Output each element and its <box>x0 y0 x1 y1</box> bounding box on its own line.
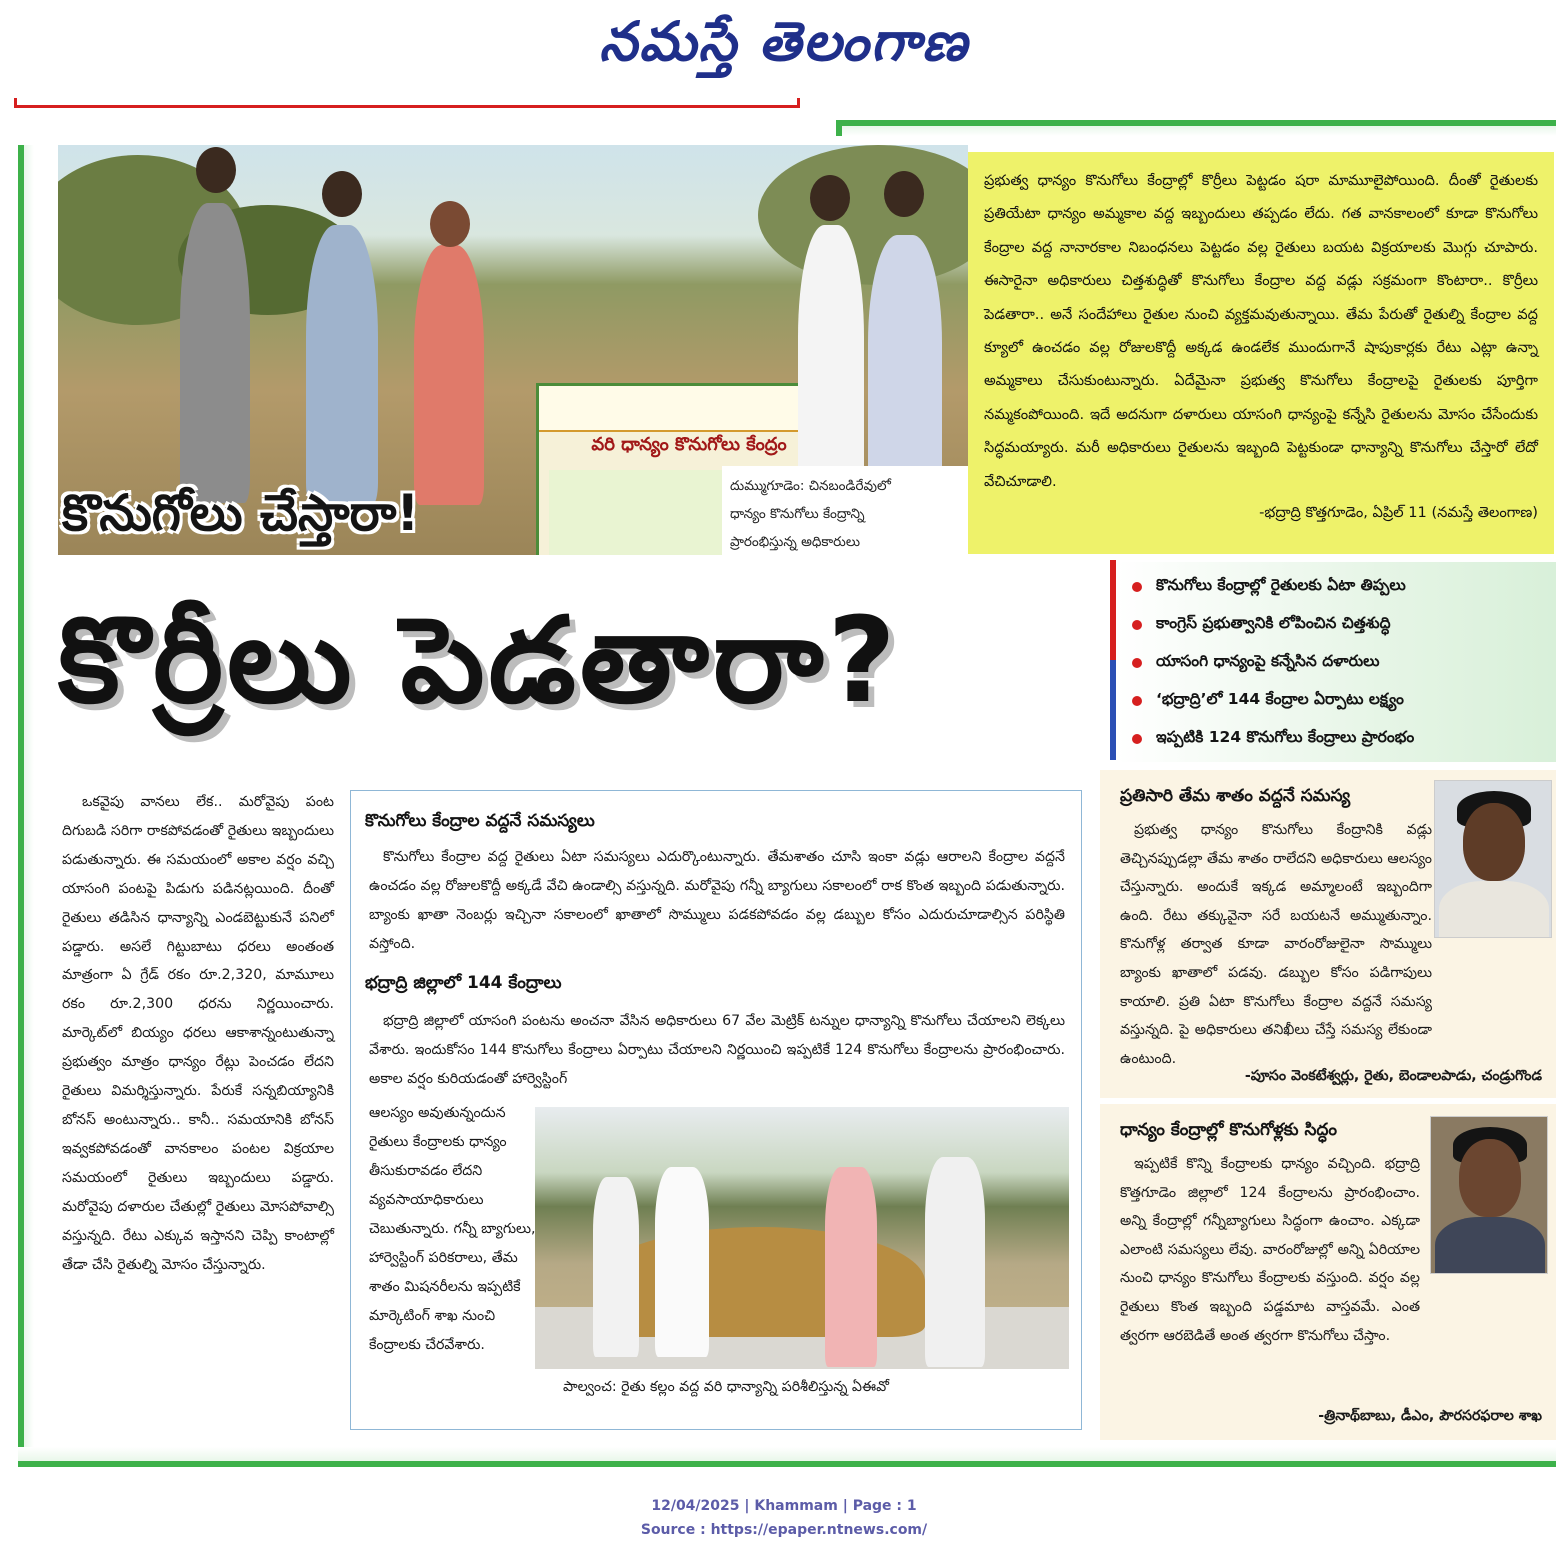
bullet-dot-icon <box>1132 734 1142 744</box>
middle-photo-caption: పాల్వంచ: రైతు కల్లం వద్ద వరి ధాన్యాన్ని పరిశీలిస్తున్న ఏఈవో <box>563 1379 889 1395</box>
quote-box-farmer <box>1100 770 1556 1098</box>
bullet-dot-icon <box>1132 696 1142 706</box>
highlight-item <box>1132 568 1556 606</box>
frame-green-rule-left <box>18 145 34 1465</box>
dateline: -భద్రాద్రి కొత్తగూడెం, ఏప్రిల్ 11 (నమస్తే తెలంగాణ) <box>1259 504 1538 522</box>
masthead <box>0 0 1568 90</box>
highlight-item <box>1132 644 1556 682</box>
highlight-text: ఇప్పటికి 124 కొనుగోలు కేంద్రాలు ప్రారంభం <box>1156 728 1415 746</box>
quote-body: ఇప్పటికే కొన్ని కేంద్రాలకు ధాన్యం వచ్చింది. భద్రాద్రి కొత్తగూడెం జిల్లాలో 124 కేంద్రాలను ప్రారంభించాం. అన్ని కేంద్రాల్లో గన్నీబ్యాగులు సిద్ధంగా ఉంచాం. ఎక్కడా ఎలాంటి సమస్యలు లేవు. వారంరోజుల్లో అన్ని ఏరియాల నుంచి ధాన్యం కొనుగోలు కేంద్రాలకు వస్తుంది. వర్షం వల్ల రైతులు కొంత ఇబ్బంది పడ్డమాట వాస్తవమే. ఎంత త్వరగా ఆరబెడితే అంత త్వరగా కొనుగోలు చేస్తాం. <box>1120 1156 1420 1344</box>
middle-para-1: కొనుగోలు కేంద్రాల వద్ద రైతులు ఏటా సమస్యలు ఎదుర్కొంటున్నారు. తేమశాతం చూసి ఇంకా వడ్లు ఆరాలని కేంద్రాల వద్దనే ఉంచడం వల్ల రోజులకొద్దీ అక్కడే వేచి ఉండాల్సి వస్తున్నది. మరోవైపు గన్నీ బ్యాగులు సకాలంలో రాక కొంత ఇబ్బంది పడుతున్నారు. బ్యాంకు ఖాతా నెంబర్లు ఇచ్చినా సకాలంలో ఖాతాలో సొమ్ములు పడకపోవడం వల్ల డబ్బుల కోసం ఎదురుచూడాల్సిన పరిస్థితి వస్తోంది. <box>369 849 1065 952</box>
kicker-wrap <box>62 478 602 550</box>
quote-heading: ధాన్యం కేంద్రాల్లో కొనుగోళ్లకు సిద్ధం <box>1120 1120 1338 1140</box>
left-body-text: ఒకవైపు వానలు లేక.. మరోవైపు పంట దిగుబడి సరిగా రాకపోవడంతో రైతులు ఇబ్బందులు పడుతున్నారు. ఈ సమయంలో అకాల వర్షం వచ్చి యాసంగి పంటపై పిడుగు పడినట్లయింది. దీంతో రైతులు తడిసిన ధాన్యాన్ని ఎండబెట్టుకునే పనిలో పడ్డారు. అసలే గిట్టుబాటు ధరలు అంతంత మాత్రంగా ఏ గ్రేడ్ రకం రూ.2,320, మామూలు రకం రూ.2,300 ధరను నిర్ణయించారు. మార్కెట్‌లో బియ్యం ధరలు ఆకాశాన్నంటుతున్నా ప్రభుత్వం మాత్రం ధాన్యం రేట్లు పెంచడం లేదని రైతులు విమర్శిస్తున్నారు. పేరుకే సన్నబియ్యానికి బోనస్ అంటున్నారు.. కానీ.. సమయానికి బోనస్ ఇవ్వకపోవడంతో వానకాలం పంటల విక్రయాల సమయంలో రైతులు ఇబ్బందులు పడ్డారు. మరోవైపు దళారుల చేతుల్లో రైతులు మోసపోవాల్సి వస్తున్నది. రేటు ఎక్కువ ఇస్తానని చెప్పి కాంటాల్లో తేడా చేసి రైతుల్ని మోసం చేస్తున్నారు. <box>62 794 334 1273</box>
photo-banner-title: వరి ధాన్యం కొనుగోలు కేంద్రం <box>591 434 787 455</box>
quote-signature: -పూసం వెంకటేశ్వర్లు, రైతు, బెండాలపాడు, చండ్రుగొండ <box>1244 1068 1542 1084</box>
farmer-portrait <box>1434 780 1552 938</box>
middle-para-2: భద్రాద్రి జిల్లాలో యాసంగి పంటను అంచనా వేసిన అధికారులు 67 వేల మెట్రిక్ టన్నుల ధాన్యాన్ని కొనుగోలు చేయాలని లెక్కలు వేశారు. ఇందుకోసం 144 కొనుగోలు కేంద్రాలు ఏర్పాటు చేయాలని నిర్ణయించి ఇప్పటికే 124 కొనుగోలు కేంద్రాలను ప్రారంభించారు. అకాల వర్షం కురియడంతో హార్వెస్టింగ్ <box>369 1013 1065 1087</box>
highlights-bar <box>1110 560 1116 760</box>
page-footer <box>0 1494 1568 1542</box>
subheading-problems: కొనుగోలు కేంద్రాల వద్దనే సమస్యలు <box>365 811 595 831</box>
quote-signature: -త్రినాథ్‌బాబు, డీఎం, పౌరసరఫరాల శాఖ <box>1318 1408 1542 1424</box>
highlight-item <box>1132 682 1556 720</box>
main-headline: కొర్రీలు పెడతారా? <box>58 591 900 729</box>
highlight-text: కాంగ్రెస్ ప్రభుత్వానికి లోపించిన చిత్తశుద్ధి <box>1156 614 1391 632</box>
frame-green-rule-bottom <box>18 1447 1556 1467</box>
intro-box <box>968 152 1554 554</box>
caption-line: దుమ్ముగూడెం: చినబండిరేవులో <box>730 478 891 494</box>
masthead-red-rule <box>14 98 800 108</box>
bullet-dot-icon <box>1132 582 1142 592</box>
caption-line: ప్రారంభిస్తున్న అధికారులు <box>730 534 861 550</box>
highlights-list <box>1118 562 1556 762</box>
middle-para-3: ఆలస్యం అవుతున్నందున రైతులు కేంద్రాలకు ధాన్యం తీసుకురావడం లేదని వ్యవసాయాధికారులు చెబుతున్నారు. గన్నీ బ్యాగులు, హార్వెస్టింగ్ పరికరాలు, తేమ శాతం మిషనరీలను ఇప్పటికే మార్కెటింగ్ శాఖ నుంచి కేంద్రాలకు చేరవేశారు. <box>369 1105 536 1353</box>
bullet-dot-icon <box>1132 620 1142 630</box>
middle-photo <box>535 1107 1069 1369</box>
top-photo-caption <box>722 466 968 556</box>
subheading-centres: భద్రాద్రి జిల్లాలో 144 కేంద్రాలు <box>365 973 562 993</box>
caption-line: ధాన్యం కొనుగోలు కేంద్రాన్ని <box>730 506 865 522</box>
highlight-item <box>1132 606 1556 644</box>
quote-box-official <box>1100 1104 1556 1440</box>
frame-green-rule-top <box>836 120 1556 136</box>
quote-heading: ప్రతిసారి తేమ శాతం వద్దనే సమస్య <box>1120 786 1351 806</box>
footer-edition: 12/04/2025 | Khammam | Page : 1 <box>651 1498 917 1514</box>
kicker-headline: కొనుగోలు చేస్తారా! <box>62 484 420 542</box>
newspaper-logo: నమస్తే తెలంగాణ <box>599 10 969 73</box>
middle-story-box <box>350 790 1082 1430</box>
official-portrait <box>1430 1116 1548 1274</box>
left-body-column <box>62 788 334 1438</box>
bullet-dot-icon <box>1132 658 1142 668</box>
highlight-text: ‘భద్రాద్రి’లో 144 కేంద్రాల ఏర్పాటు లక్ష్యం <box>1156 690 1404 708</box>
footer-source: Source : https://epaper.ntnews.com/ <box>640 1522 928 1538</box>
intro-text: ప్రభుత్వ ధాన్యం కొనుగోలు కేంద్రాల్లో కొర్రీలు పెట్టడం షరా మామూలైపోయింది. దీంతో రైతులకు ప్రతియేటా ధాన్యం అమ్మకాల వద్ద ఇబ్బందులు తప్పడం లేదు. గత వానకాలంలో కూడా కొనుగోలు కేంద్రాల వద్ద నానారకాల నిబంధనలు పెట్టడం వల్ల రైతులు బయట విక్రయాలకు మొగ్గు చూపారు. ఈసారైనా అధికారులు చిత్తశుద్ధితో కొనుగోలు కేంద్రాల వద్ద వడ్లు సక్రమంగా కొంటారా.. కొర్రీలు పెడతారా.. అనే సందేహాలు రైతుల నుంచి వ్యక్తమవుతున్నాయి. తేమ పేరుతో రైతుల్ని కేంద్రాల వద్ద క్యూలో ఉంచడం వల్ల రోజులకొద్దీ అక్కడ ఉండలేక ముందుగానే షాపుకార్లకు రేటు ఎట్లా ఉన్నా అమ్మకాలు చేసుకుంటున్నారు. ఏదేమైనా ప్రభుత్వ కొనుగోలు కేంద్రాలపై రైతులకు పూర్తిగా నమ్మకంపోయింది. ఇదే అదనుగా దళారులు యాసంగి ధాన్యంపై కన్నేసి రైతులను మోసం చేసేందుకు సిద్ధమయ్యారు. మరీ అధికారులు రైతులను ఇబ్బంది పెట్టకుండా ధాన్యాన్ని కొనుగోలు చేస్తారో లేదో వేచిచూడాలి. <box>984 172 1538 490</box>
highlight-text: యాసంగి ధాన్యంపై కన్నేసిన దళారులు <box>1156 652 1380 670</box>
highlight-item <box>1132 720 1556 758</box>
highlight-text: కొనుగోలు కేంద్రాల్లో రైతులకు ఏటా తిప్పలు <box>1156 576 1406 594</box>
quote-body: ప్రభుత్వ ధాన్యం కొనుగోలు కేంద్రానికి వడ్లు తెచ్చినప్పుడల్లా తేమ శాతం రాలేదని అధికారులు ఆలస్యం చేస్తున్నారు. అందుకే ఇక్కడ అమ్మాలంటే ఇబ్బందిగా ఉంది. రేటు తక్కువైనా సరే బయటనే అమ్ముతున్నాం. కొనుగోళ్ల తర్వాత కూడా వారంరోజులైనా సొమ్ములు బ్యాంకు ఖాతాలో పడవు. డబ్బుల కోసం పడిగాపులు కాయాలి. ప్రతి ఏటా కొనుగోలు కేంద్రాల వద్దనే సమస్య వస్తున్నది. పై అధికారులు తనిఖీలు చేస్తే సమస్య లేకుండా ఉంటుంది. <box>1120 822 1432 1067</box>
